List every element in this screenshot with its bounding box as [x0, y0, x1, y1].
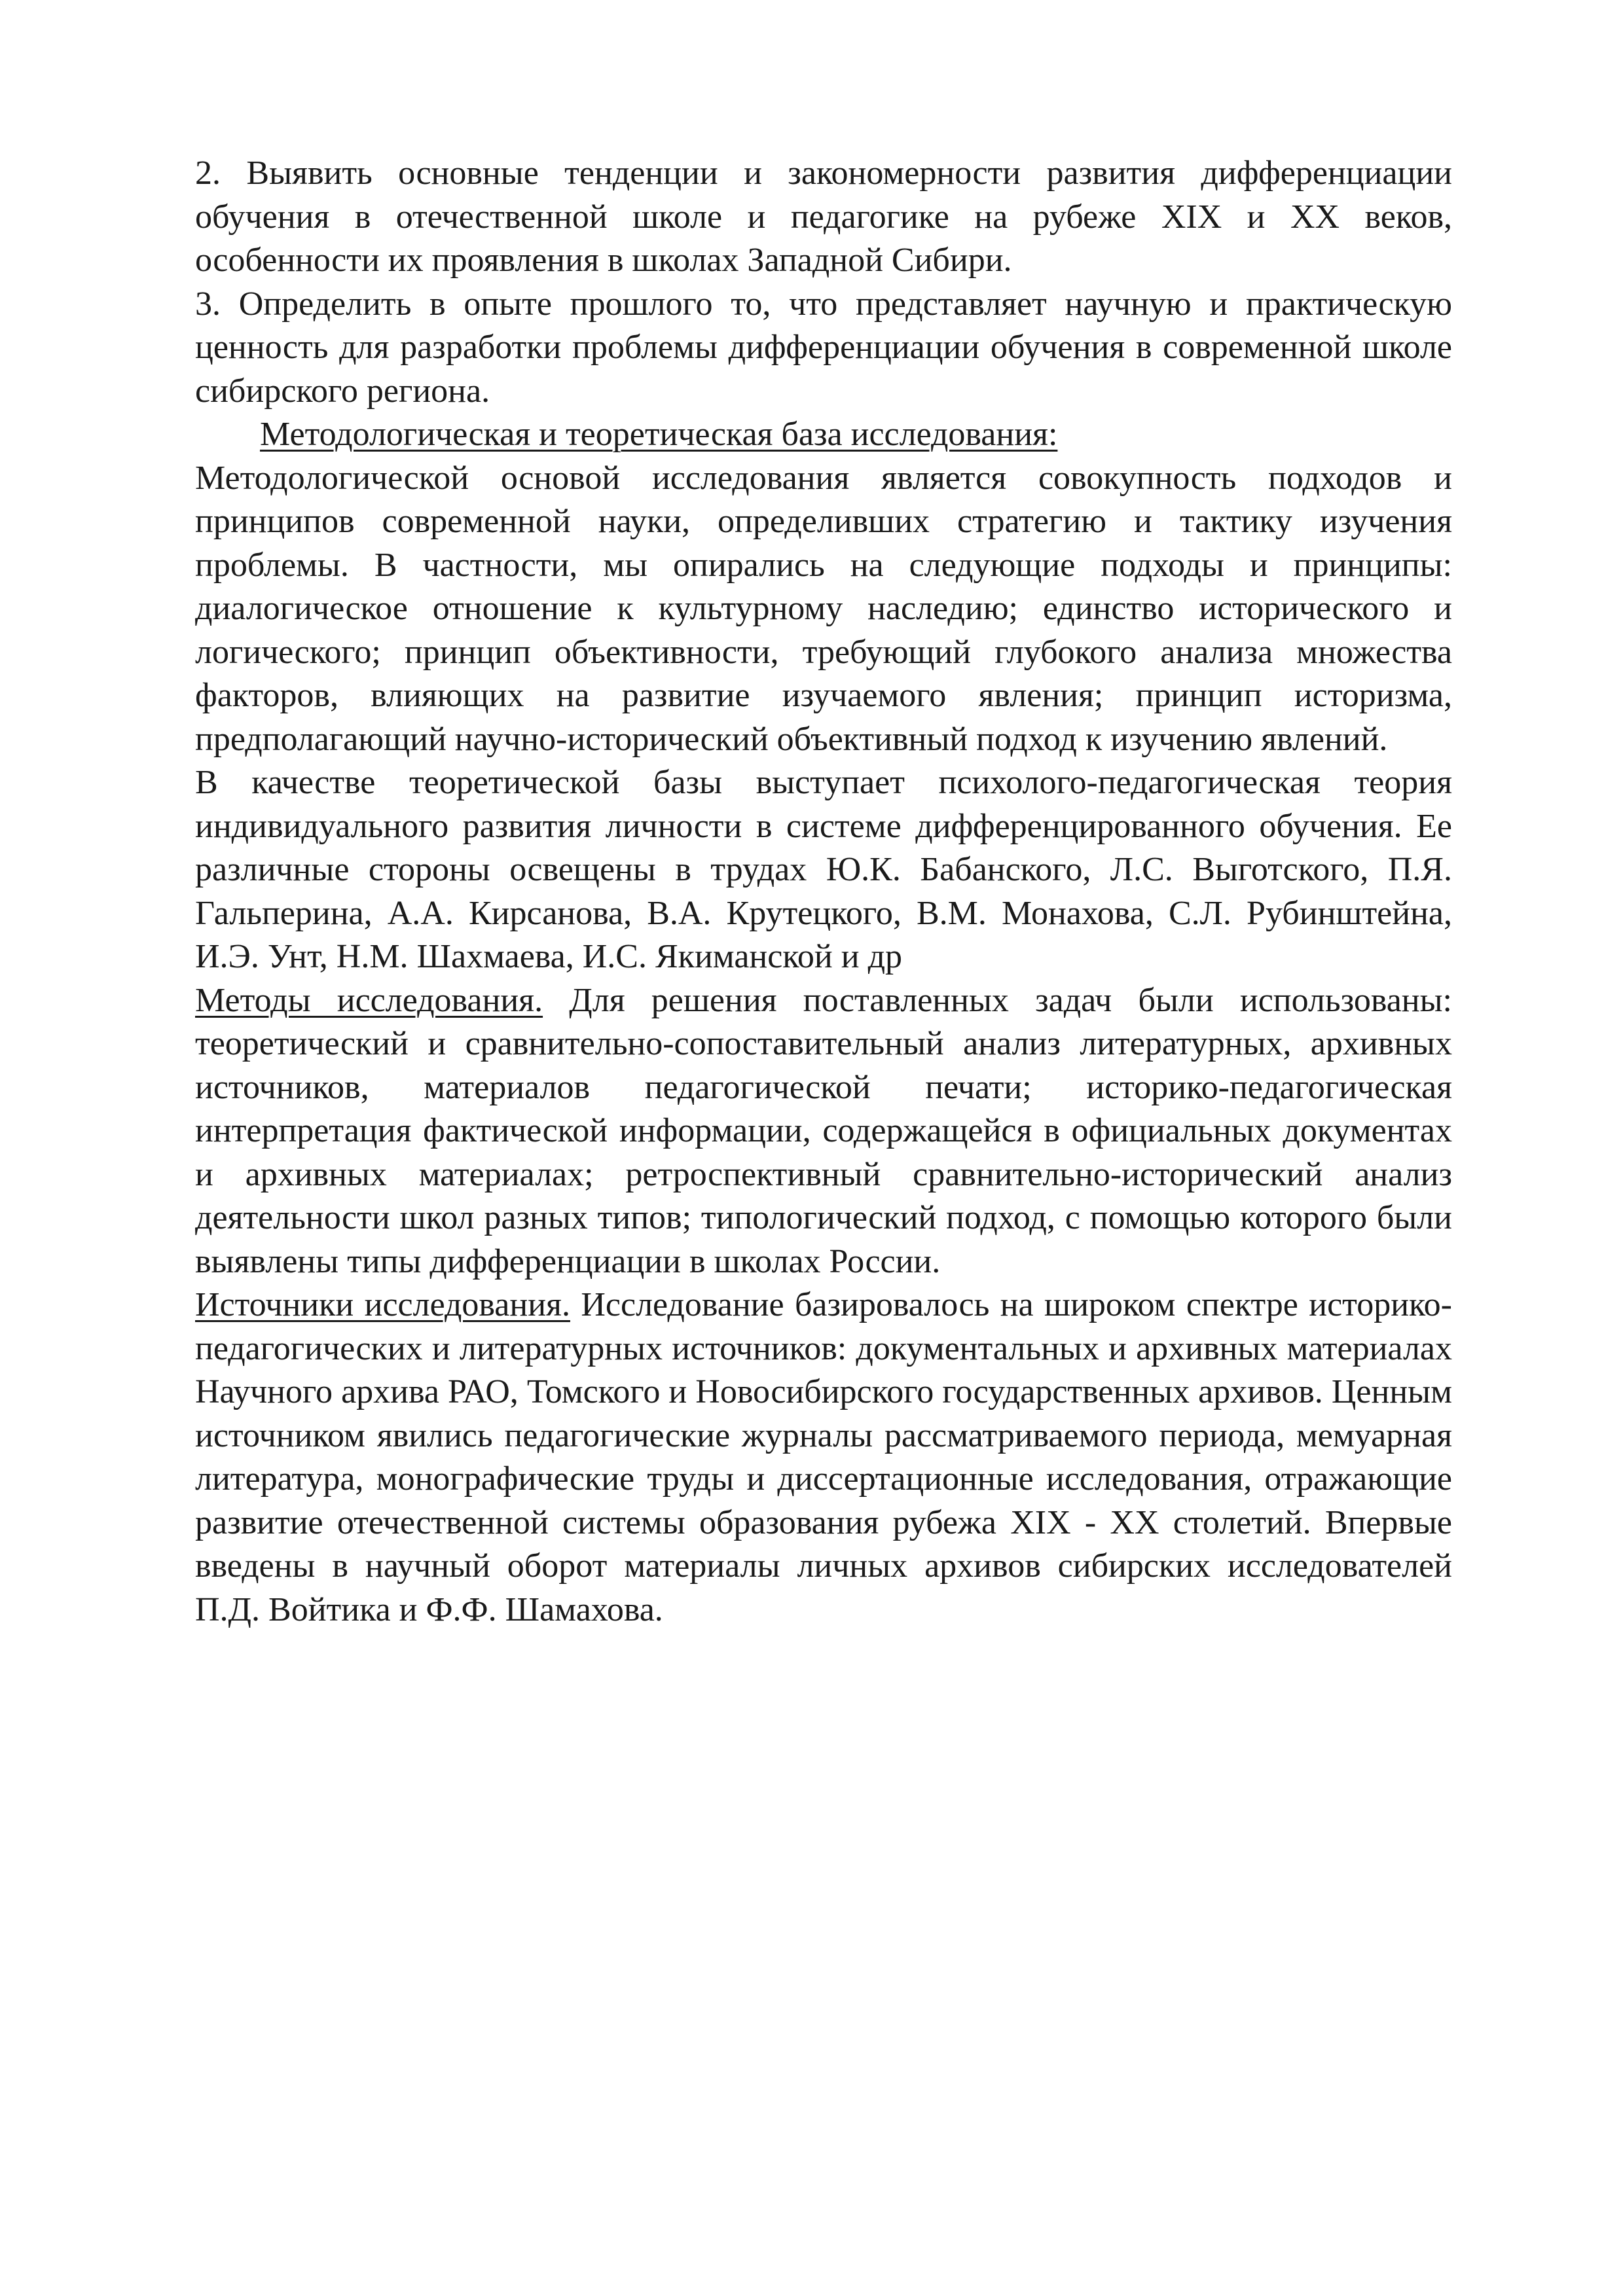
methodology-paragraph: Методологической основой исследования является совокупность подходов и принципов современной науки, определивших стратегию и тактику изучения проблемы. В частности, мы опирались на следующие подходы и принципы: диалогическое отношение к культурному наследию; единство исторического и логического; принцип объективности, требующий глубокого анализа множества факторов, влияющих на развитие изучаемого явления; принцип историзма, предполагающий научно-исторический объективный подход к изучению явлений. [195, 459, 1452, 758]
methods-text: Для решения поставленных задач были использованы: теоретический и сравнительно-сопоставительный анализ литературных, архивных источников, материалов педагогической печати; историко-педагогическая интерпретация фактической информации, содержащейся в официальных документах и архивных материалах; ретроспективный сравнительно-исторический анализ деятельности школ разных типов; типологический подход, с помощью которого были выявлены типы дифференциации в школах России. [195, 981, 1452, 1280]
sources-label: Источники исследования. [195, 1286, 570, 1323]
task-3-paragraph: 3. Определить в опыте прошлого то, что представляет научную и практическую ценность для разработки проблемы дифференциации обучения в современной школе сибирского региона. [195, 285, 1452, 410]
sources-paragraph [195, 1283, 1452, 1632]
methods-paragraph [195, 979, 1452, 1284]
document-body [195, 152, 1452, 1632]
methodology-heading-paragraph [195, 413, 1452, 457]
methodology-heading: Методологическая и теоретическая база исследования: [260, 416, 1058, 453]
theory-paragraph: В качестве теоретической базы выступает психолого-педагогическая теория индивидуального развития личности в системе дифференцированного обучения. Ее различные стороны освещены в трудах Ю.К. Бабанского, Л.С. Выготского, П.Я. Гальперина, А.А. Кирсанова, В.А. Крутецкого, В.М. Монахова, С.Л. Рубинштейна, И.Э. Унт, Н.М. Шахмаева, И.С. Якиманской и др [195, 764, 1452, 975]
sources-text: Исследование базировалось на широком спектре историко-педагогических и литературных источников: документальных и архивных материалах Научного архива РАО, Томского и Новосибирского государственных архивов. Ценным источником явились педагогические журналы рассматриваемого периода, мемуарная литература, монографические труды и диссертационные исследования, отражающие развитие отечественной системы образования рубежа XIX - XX столетий. Впервые введены в научный оборот материалы личных архивов сибирских исследователей П.Д. Войтика и Ф.Ф. Шамахова. [195, 1286, 1452, 1628]
task-2-paragraph: 2. Выявить основные тенденции и закономерности развития дифференциации обучения в отечественной школе и педагогике на рубеже XIX и XX веков, особенности их проявления в школах Западной Сибири. [195, 154, 1452, 279]
methods-label: Методы исследования. [195, 981, 543, 1019]
